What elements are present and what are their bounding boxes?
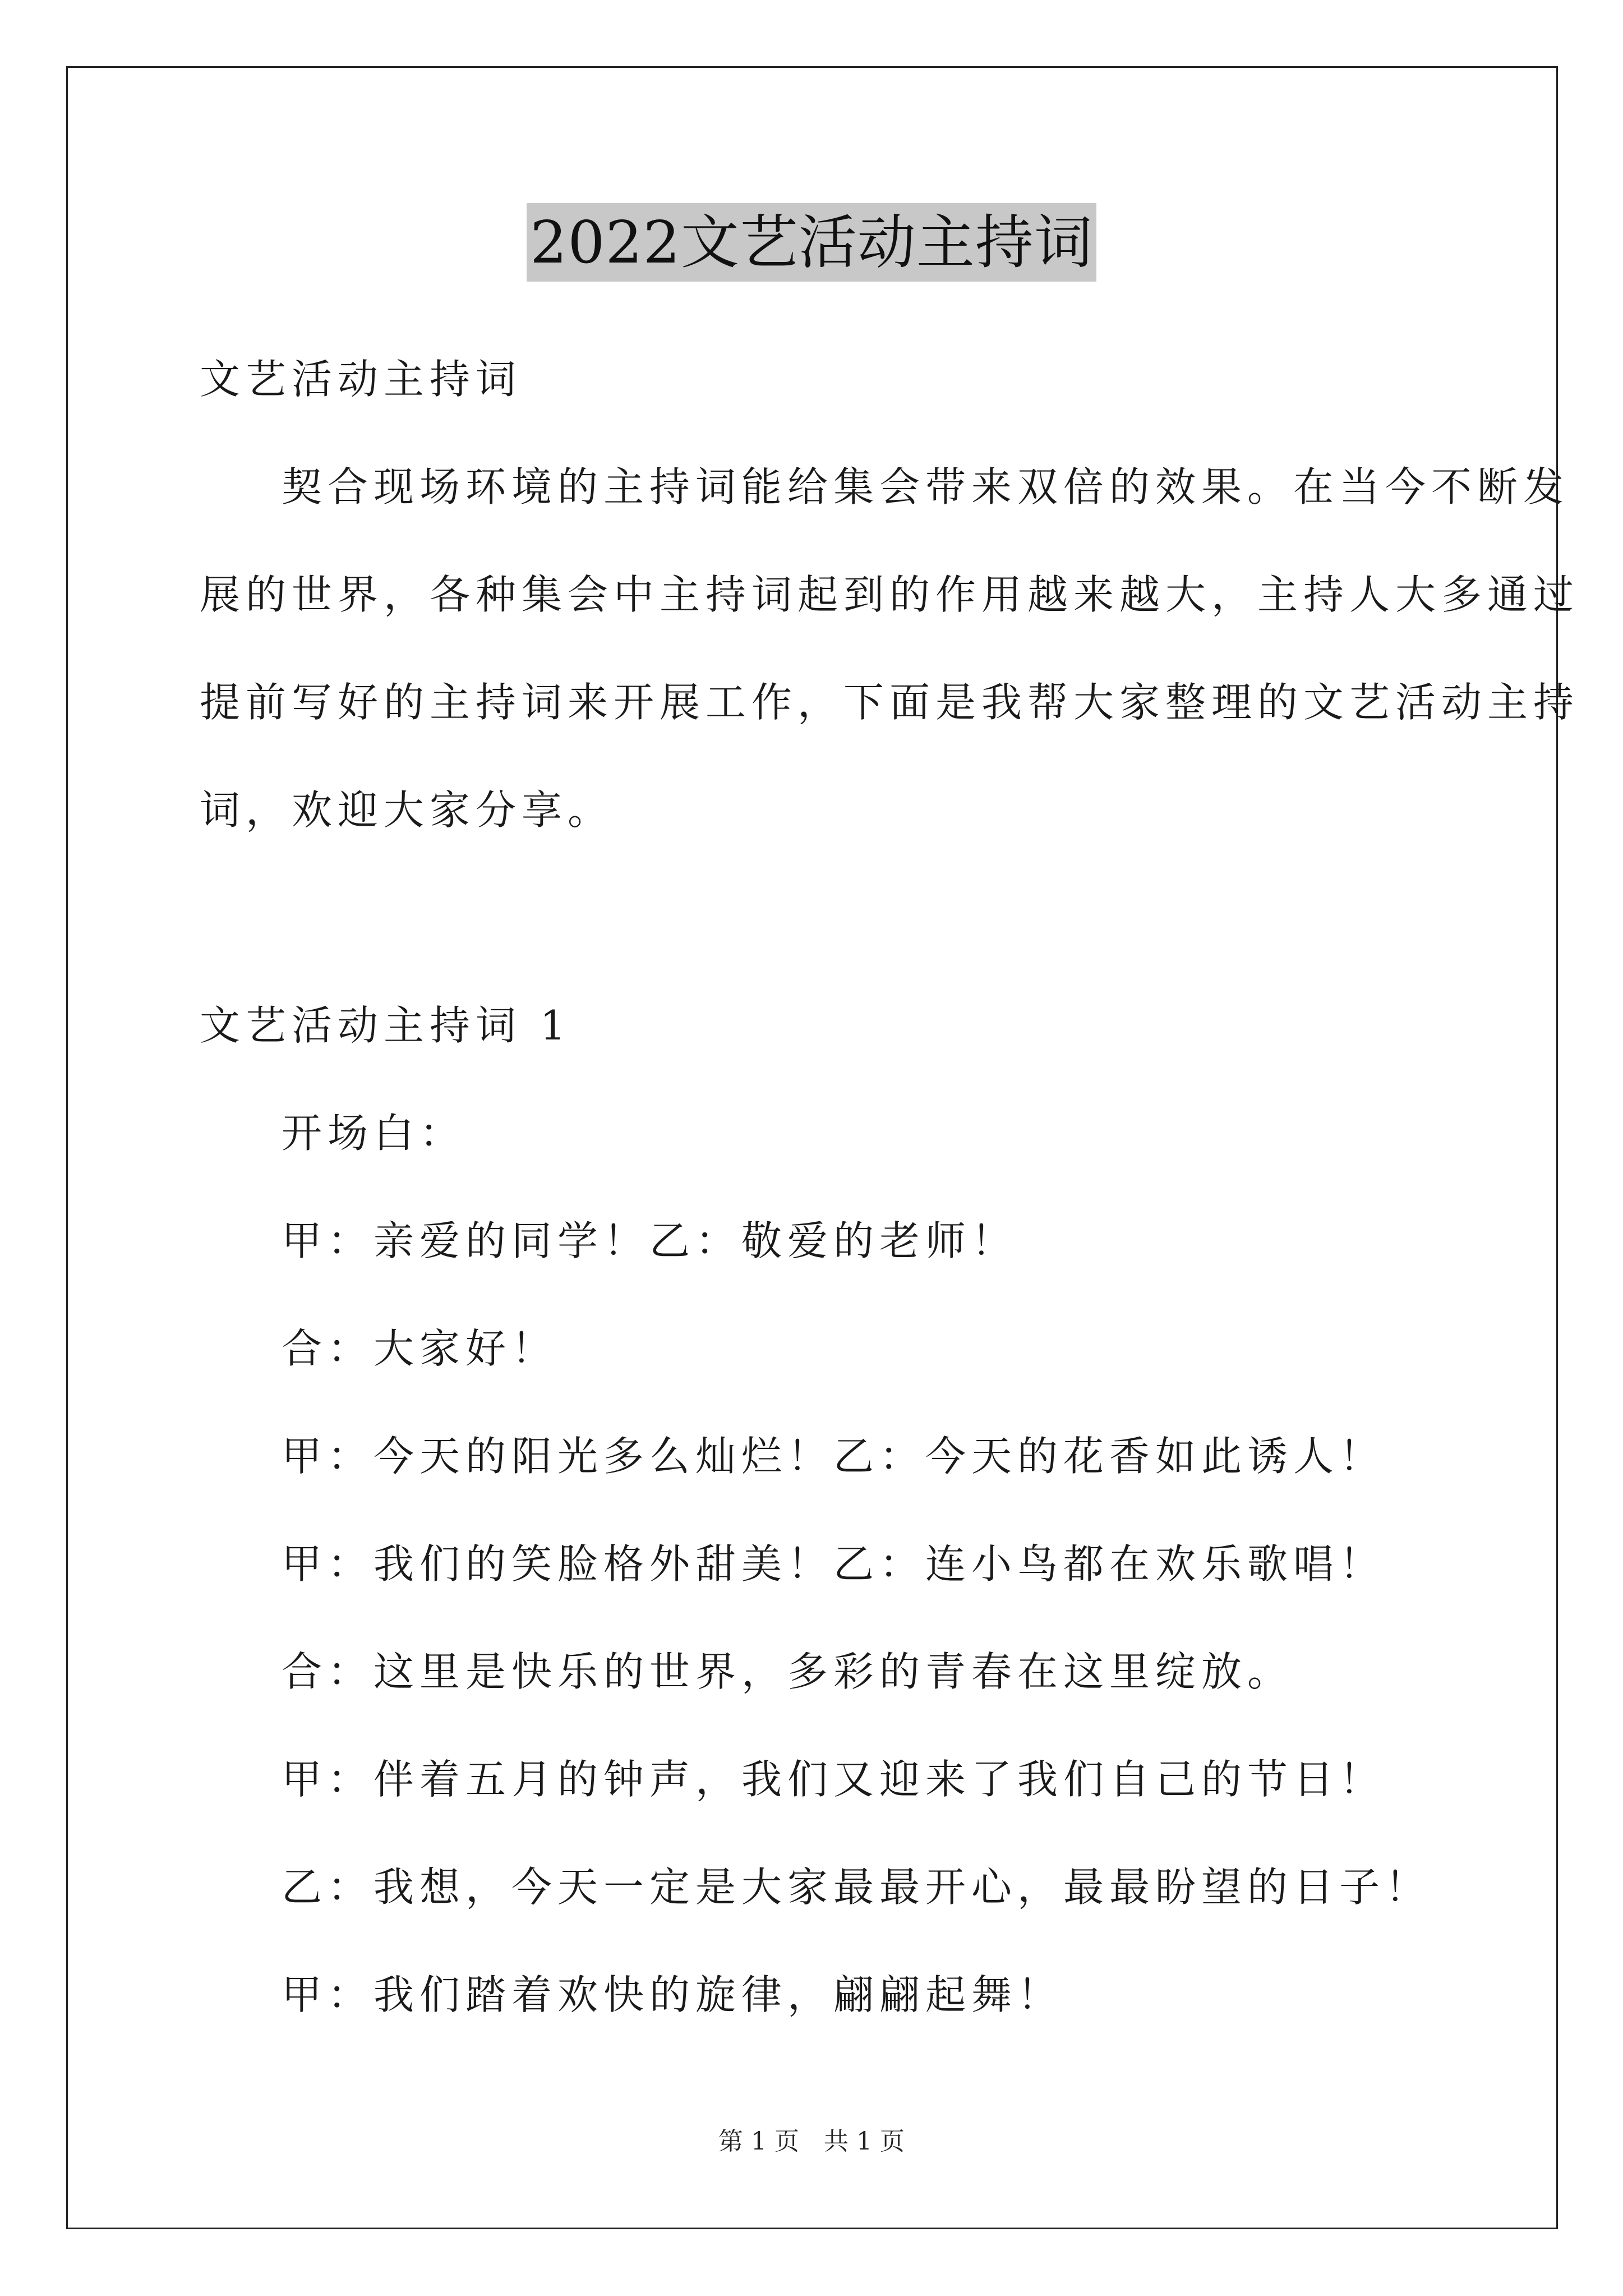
section-line-6: 合：这里是快乐的世界，多彩的青春在这里绽放。	[282, 1648, 1294, 1695]
document-heading: 文艺活动主持词	[200, 356, 522, 403]
document-title: 2022文艺活动主持词	[527, 203, 1096, 282]
intro-line-3: 提前写好的主持词来开展工作，下面是我帮大家整理的文艺活动主持	[200, 679, 1580, 726]
section-line-5: 甲：我们的笑脸格外甜美！乙：连小鸟都在欢乐歌唱！	[282, 1540, 1386, 1588]
section-line-1: 开场白：	[282, 1110, 466, 1157]
intro-line-1: 契合现场环境的主持词能给集会带来双倍的效果。在当今不断发	[282, 463, 1570, 510]
section-line-2: 甲：亲爱的同学！乙：敬爱的老师！	[282, 1217, 1018, 1264]
title-container	[0, 203, 1623, 282]
intro-line-2: 展的世界，各种集会中主持词起到的作用越来越大，主持人大多通过	[200, 571, 1580, 618]
section-line-4: 甲：今天的阳光多么灿烂！乙：今天的花香如此诱人！	[282, 1433, 1386, 1480]
section-line-3: 合：大家好！	[282, 1325, 558, 1372]
section-line-8: 乙：我想，今天一定是大家最最开心，最最盼望的日子！	[282, 1864, 1432, 1911]
intro-line-4: 词，欢迎大家分享。	[200, 786, 614, 834]
section-line-9: 甲：我们踏着欢快的旋律，翩翩起舞！	[282, 1971, 1064, 2018]
page-footer: 第 1 页 共 1 页	[718, 2127, 905, 2156]
section-heading: 文艺活动主持词 1	[200, 1002, 571, 1049]
section-line-7: 甲：伴着五月的钟声，我们又迎来了我们自己的节日！	[282, 1756, 1386, 1803]
